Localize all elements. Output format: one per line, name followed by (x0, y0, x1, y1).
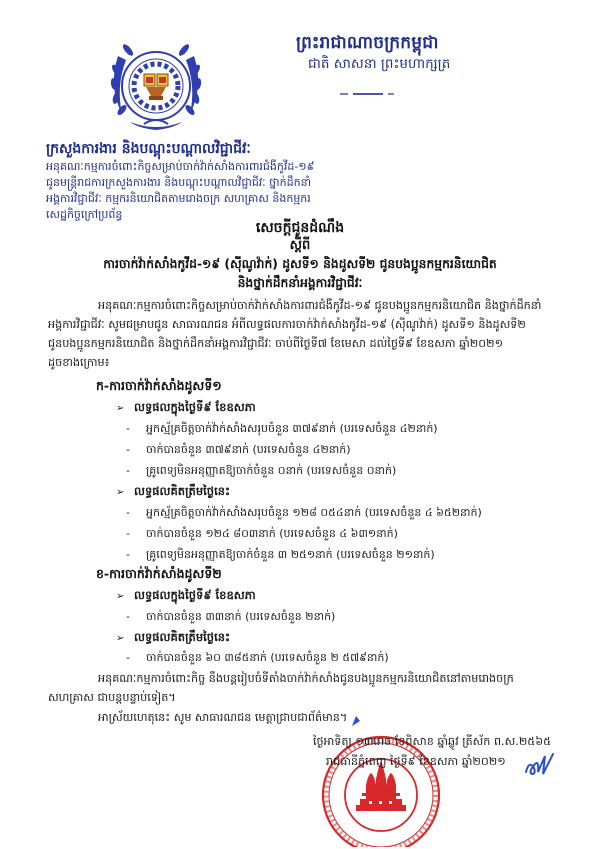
dash-bullet-icon: - (126, 422, 130, 435)
result-group-today: ➢ លទ្ធផលក្នុងថ្ងៃទី៩ ខែឧសភា (116, 588, 256, 602)
dash-bullet-icon: - (126, 548, 130, 561)
ministry-line: អង្គការវិជ្ជាជីវៈ កម្មករនិយោជិតតាមរោងចក្រ សហគ្រាស និងកម្មករ (46, 192, 311, 205)
notice-title-line-1: ការចាក់វ៉ាក់សាំងកូវីដ-១៩ (ស៊ីណូវ៉ាក់) ដូសទី១ និងដូសទី២ ជូនបងប្អូនកម្មករនិយោជិត (103, 257, 497, 271)
kingdom-motto: ជាតិ សាសនា ព្រះមហាក្សត្រ (308, 56, 451, 72)
dateline-lunar: ថ្ងៃអាទិត្យ ១៣រោច ខែពិសាខ ឆ្នាំឆ្លូវ ត្រីស័ក ព.ស.២៥៦៥ (313, 735, 552, 748)
ministry-emblem-icon (104, 36, 208, 140)
arrow-bullet-icon: ➢ (116, 591, 125, 602)
ministry-name: ក្រសួងការងារ និងបណ្តុះបណ្តាលវិជ្ជាជីវៈ (46, 141, 251, 157)
result-group-cumulative: ➢ លទ្ធផលគិតត្រឹមថ្ងៃនេះ (116, 484, 231, 498)
list-item: - អ្នកស្ម័គ្រចិត្តចាក់វ៉ាក់សាំងសរុបចំនួន ៣៧៩នាក់ (បរទេសចំនួន ៤២នាក់) (126, 422, 438, 435)
ministry-line: អនុគណៈកម្មការចំពោះកិច្ចសម្រាប់ចាក់វ៉ាក់សាំងការពារជំងឺកូវីដ-១៩ (46, 160, 315, 173)
official-seal-stamp (316, 735, 446, 847)
kingdom-title: ព្រះរាជាណាចក្រកម្ពុជា (296, 33, 439, 53)
arrow-bullet-icon: ➢ (116, 487, 125, 498)
intro-line: អង្គការវិជ្ជាជីវៈ សូមជម្រាបជូន សាធារណជន អំពីលទ្ធផលការចាក់វ៉ាក់សាំងកូវីដ-១៩ (ស៊ីណូវ៉ាក់) ដូសទី១ និងដូសទី២ (48, 318, 526, 331)
list-item: - គ្រូពេទ្យមិនអនុញ្ញាតឱ្យចាក់ចំនួន ០នាក់ (បរទេសចំនួន ០នាក់) (126, 464, 397, 477)
pen-mark-icon (350, 712, 362, 724)
motto-ornament-divider (340, 83, 400, 87)
dash-bullet-icon: - (126, 651, 130, 664)
ministry-line: ជូនមន្ត្រីរាជការក្រសួងការងារ និងបណ្តុះបណ្តាលវិជ្ជាជីវៈ ថ្នាក់ដឹកនាំ (46, 176, 312, 189)
result-group-today: ➢ លទ្ធផលក្នុងថ្ងៃទី៩ ខែឧសភា (116, 400, 256, 414)
notice-title-line-2: និងថ្នាក់ដឹកនាំអង្គការវិជ្ជាជីវៈ (237, 276, 363, 290)
list-item: - ចាក់បានចំនួន ៦០ ៣៨៥នាក់ (បរទេសចំនួន ២ ៥៧៩នាក់) (126, 651, 389, 664)
signature-icon (523, 752, 557, 780)
dateline-solar: រាជធានីភ្នំពេញ ថ្ងៃទី៩ ខែឧសភា ឆ្នាំ២០២១ (326, 755, 506, 768)
notice-heading: សេចក្តីជូនដំណឹង (255, 220, 345, 236)
intro-line: អនុគណៈកម្មការចំពោះកិច្ចសម្រាប់ចាក់វ៉ាក់សាំងការពារជំងឺកូវីដ-១៩ ជូនបងប្អូនកម្មករនិយោជិត និងថ្នាក់ដឹកនាំ (98, 299, 542, 312)
dash-bullet-icon: - (126, 527, 130, 540)
dash-bullet-icon: - (126, 443, 130, 456)
closing-final: អាស្រ័យហេតុនេះ សូម សាធារណជន មេត្តាជ្រាបជាព័ត៌មាន។ (98, 711, 348, 724)
list-item: - ចាក់បានចំនួន ៣៣នាក់ (បរទេសចំនួន ២នាក់) (126, 610, 336, 623)
notice-subheading: ស្តីពី (289, 238, 311, 253)
section-heading-dose-2: ខ-ការចាក់វ៉ាក់សាំងដូសទី២ (96, 566, 222, 581)
intro-line: ជូនបងប្អូនកម្មករនិយោជិត និងថ្នាក់ដឹកនាំអង្គការវិជ្ជាជីវៈ ចាប់ពីថ្ងៃទី៧ ខែមេសា ដល់ថ្ងៃទី៩ ខែឧសភា ឆ្នាំ២០២១ (48, 337, 504, 350)
dash-bullet-icon: - (126, 464, 130, 477)
list-item: - ចាក់បានចំនួន ១២៤ ៨០៣នាក់ (បរទេសចំនួន ៤ ៦៣១នាក់) (126, 527, 398, 540)
dash-bullet-icon: - (126, 506, 130, 519)
closing-line: អនុគណៈកម្មការចំពោះកិច្ច នឹងបន្តរៀបចំទីតាំងចាក់វ៉ាក់សាំងជូនបងប្អូនកម្មករនិយោជិតនៅតាមរោងចក្រ (98, 672, 514, 685)
list-item: - អ្នកស្ម័គ្រចិត្តចាក់វ៉ាក់សាំងសរុបចំនួន ១២៨ ០៥៤នាក់ (បរទេសចំនួន ៤ ៦៥២នាក់) (126, 506, 482, 519)
result-group-cumulative: ➢ លទ្ធផលគិតត្រឹមថ្ងៃនេះ (116, 630, 231, 644)
intro-line: ដូចខាងក្រោម៖ (48, 356, 110, 369)
dash-bullet-icon: - (126, 610, 130, 623)
closing-line: សហគ្រាស ជាបន្តបន្ទាប់ទៀត។ (48, 691, 176, 704)
list-item: - ចាក់បានចំនួន ៣៧៩នាក់ (បរទេសចំនួន ៤២នាក់) (126, 443, 351, 456)
list-item: - គ្រូពេទ្យមិនអនុញ្ញាតឱ្យចាក់ចំនួន ៣ ២៥១នាក់ (បរទេសចំនួន ២១នាក់) (126, 548, 435, 561)
section-heading-dose-1: ក-ការចាក់វ៉ាក់សាំងដូសទី១ (96, 378, 222, 393)
ministry-line: សេដ្ឋកិច្ចក្រៅប្រព័ន្ធ (46, 208, 123, 221)
arrow-bullet-icon: ➢ (116, 633, 125, 644)
arrow-bullet-icon: ➢ (116, 403, 125, 414)
